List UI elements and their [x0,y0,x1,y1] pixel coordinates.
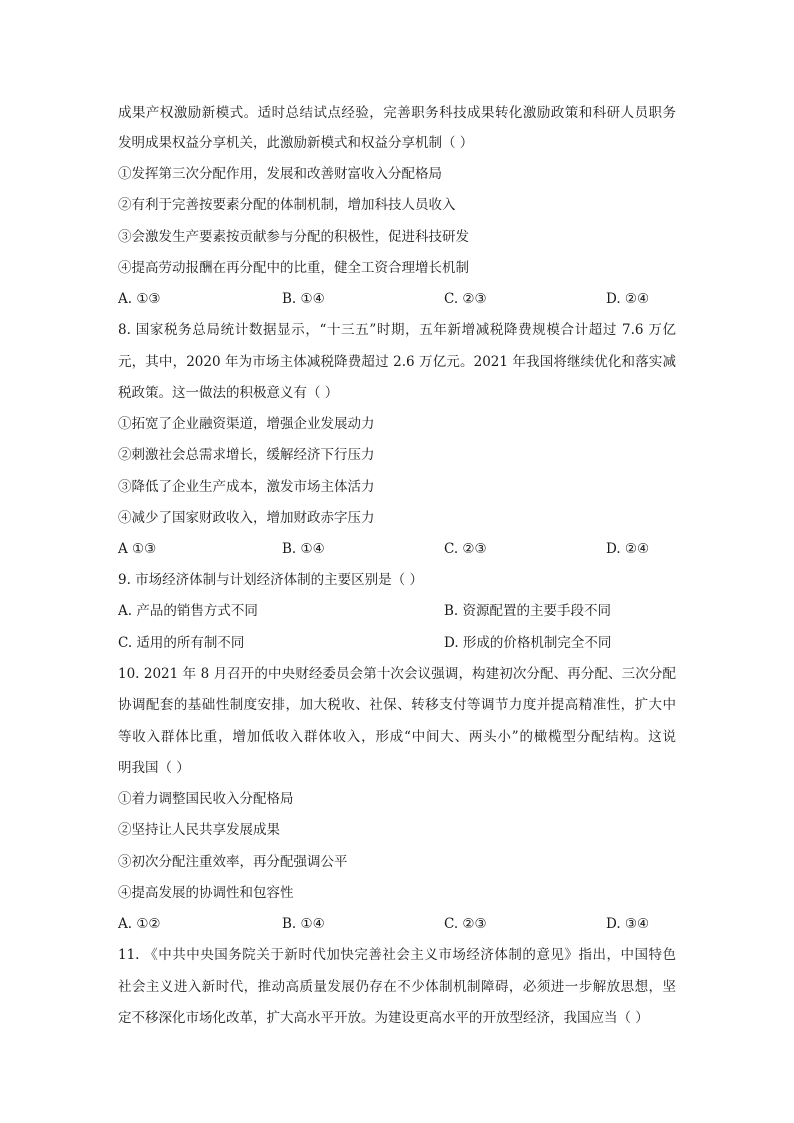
q10-item-3: ③初次分配注重效率，再分配强调公平 [118,854,348,870]
q7-item-2: ②有利于完善按要素分配的体制机制，增加科技人员收入 [118,197,456,213]
q8-option-b[interactable]: B. ①④ [282,541,325,557]
q11-stem-line-2: 社会主义进入新时代，推动高质量发展仍存在不少体制机制障碍，必须进一步解放思想，坚 [118,979,676,995]
q10-item-2: ②坚持让人民共享发展成果 [118,822,280,838]
q7-stem-line-1: 成果产权激励新模式。适时总结试点经验，完善职务科技成果转化激励政策和科研人员职务 [118,105,676,121]
q7-option-d[interactable]: D. ②④ [606,291,650,307]
q10-stem-line-1: 10. 2021 年 8 月召开的中央财经委员会第十次会议强调，构建初次分配、再分配、三次分配 [118,666,676,682]
q7-item-1: ①发挥第三次分配作用，发展和改善财富收入分配格局 [118,166,442,182]
q11-stem-line-3: 定不移深化市场化改革，扩大高水平开放。为建设更高水平的开放型经济，我国应当（ ） [118,1010,649,1026]
q9-option-a[interactable]: A. 产品的销售方式不同 [118,603,258,619]
q8-option-a[interactable]: A ①③ [118,541,157,557]
q10-option-c[interactable]: C. ②③ [444,916,487,932]
q7-stem-line-2: 发明成果权益分享机关，此激励新模式和权益分享机制（ ） [118,135,474,151]
q10-option-d[interactable]: D. ③④ [606,916,650,932]
q10-stem-line-2: 协调配套的基础性制度安排，加大税收、社保、转移支付等调节力度并提高精准性，扩大中 [118,697,676,713]
q7-option-b[interactable]: B. ①④ [282,291,325,307]
q8-option-d[interactable]: D. ②④ [606,541,650,557]
q10-item-1: ①着力调整国民收入分配格局 [118,791,294,807]
q9-stem: 9. 市场经济体制与计划经济体制的主要区别是（ ） [118,572,423,588]
q8-stem-line-1: 8. 国家税务总局统计数据显示，“十三五”时期，五年新增减税降费规模合计超过 7.6 万亿 [118,322,676,338]
q9-option-d[interactable]: D. 形成的价格机制完全不同 [444,635,612,651]
q10-option-b[interactable]: B. ①④ [282,916,325,932]
q8-item-3: ③降低了企业生产成本，激发市场主体活力 [118,479,375,495]
q10-option-a[interactable]: A. ①② [118,916,161,932]
q8-item-2: ②刺激社会总需求增长，缓解经济下行压力 [118,447,375,463]
q10-stem-line-4: 明我国（ ） [118,760,190,776]
q8-option-c[interactable]: C. ②③ [444,541,487,557]
q8-item-4: ④减少了国家财政收入，增加财政赤字压力 [118,510,375,526]
q7-option-a[interactable]: A. ①③ [118,291,161,307]
q8-stem-line-3: 税政策。这一做法的积极意义有（ ） [118,385,339,401]
q8-item-1: ①拓宽了企业融资渠道，增强企业发展动力 [118,416,375,432]
q8-stem-line-2: 元，其中，2020 年为市场主体减税降费超过 2.6 万亿元。2021 年我国将继续优化和落实减 [118,354,676,370]
q10-stem-line-3: 等收入群体比重，增加低收入群体收入，形成“中间大、两头小”的橄榄型分配结构。这说 [118,729,676,745]
q7-item-4: ④提高劳动报酬在再分配中的比重，健全工资合理增长机制 [118,260,469,276]
q10-item-4: ④提高发展的协调性和包容性 [118,885,294,901]
q9-option-c[interactable]: C. 适用的所有制不同 [118,635,245,651]
q9-option-b[interactable]: B. 资源配置的主要手段不同 [444,603,612,619]
q11-stem-line-1: 11. 《中共中央国务院关于新时代加快完善社会主义市场经济体制的意见》指出，中国特色 [118,947,676,963]
q7-item-3: ③会激发生产要素按贡献参与分配的积极性，促进科技研发 [118,229,469,245]
q7-option-c[interactable]: C. ②③ [444,291,487,307]
